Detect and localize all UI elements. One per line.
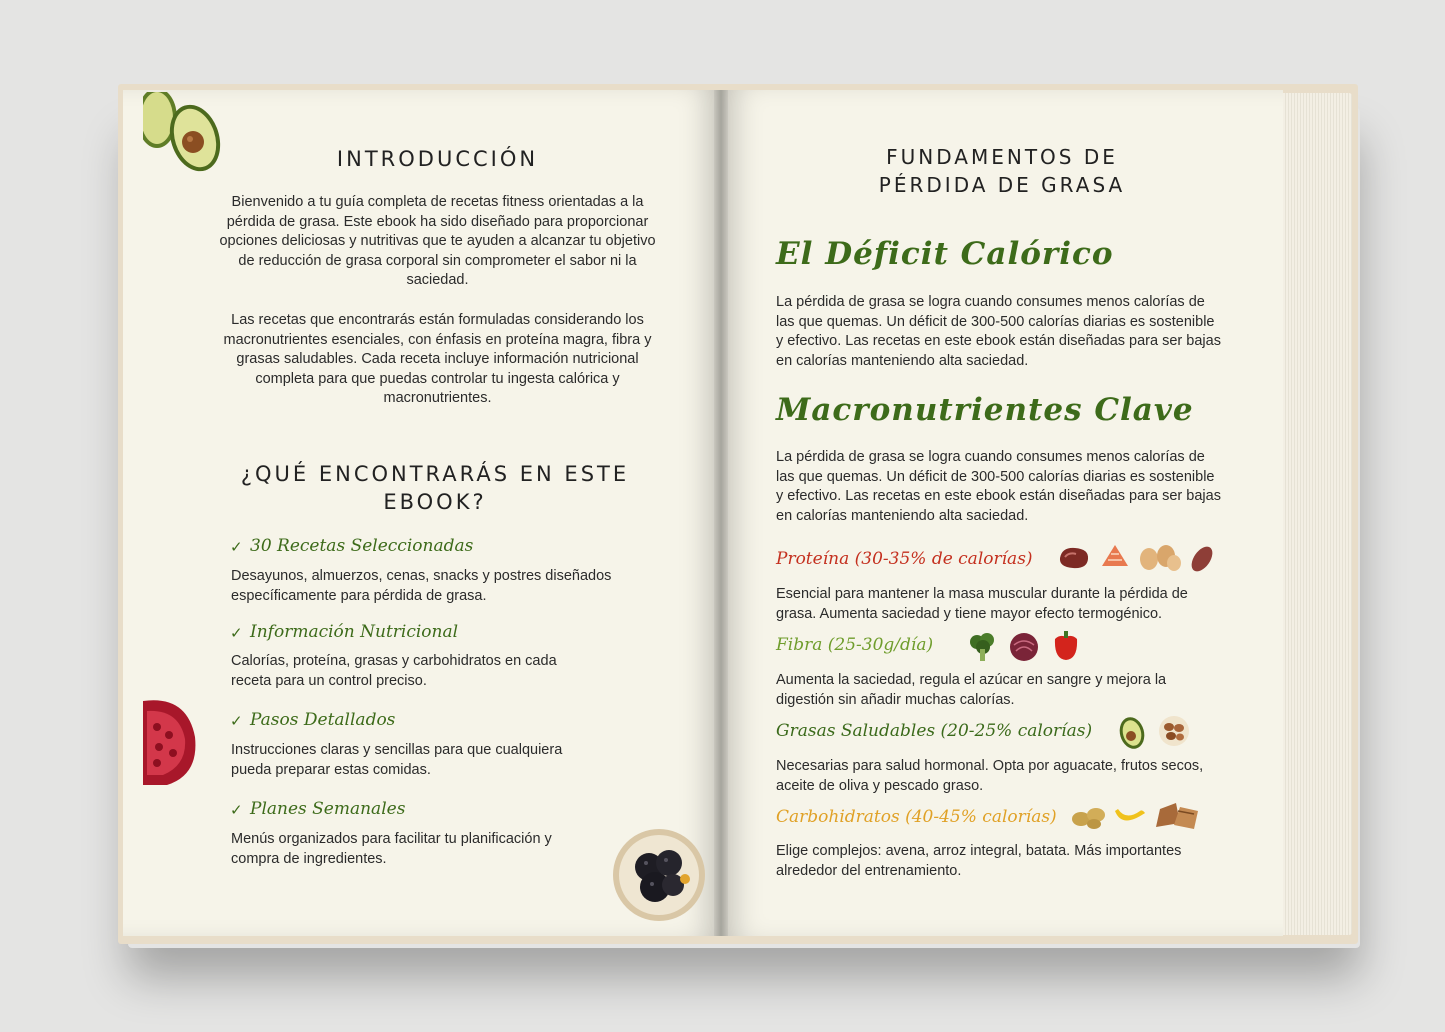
eggs-icon [1138,544,1182,572]
text-line: Desayunos, almuerzos, cenas, snacks y postres diseñados [231,568,612,584]
text-line: específicamente para pérdida de grasa. [231,587,487,604]
bell-pepper-icon [1050,629,1082,663]
feature-title: Planes Semanales [250,799,406,819]
protein-description [776,585,1246,624]
carbs-description [776,842,1246,881]
red-cabbage-icon [1008,631,1040,663]
text-line: Calorías, proteína, grasas y carbohidratos en cada [231,653,557,669]
deficit-title: El Déficit Calórico [776,236,1114,272]
intro-paragraph-2 [185,311,690,409]
salmon-icon [1098,542,1132,572]
text-line: compra de ingredientes. [231,850,387,867]
text-line: Aumenta la saciedad, regula el azúcar en sangre y mejora la [776,672,1167,688]
avocado-icon [143,92,243,177]
fiber-description [776,671,1246,710]
pomegranate-icon [143,697,199,787]
check-icon: ✓ [230,712,243,730]
nuts-icon [1157,714,1191,748]
fats-description [776,757,1246,796]
fiber-title: Fibra (25-30g/día) [776,635,934,655]
feature-description [231,652,671,691]
feature-description [231,741,671,780]
heading-line: EBOOK? [383,490,487,514]
text-line: en calorías manteniendo alta saciedad. [776,507,1029,524]
text-line: Menús organizados para facilitar tu planificación y [231,831,552,847]
text-line: macronutrientes esenciales, con énfasis en proteína magra, fibra y [223,331,652,348]
text-line: grasa. Aumenta saciedad y tiene mayor efecto termogénico. [776,605,1163,622]
text-line: alrededor del entrenamiento. [776,862,962,879]
text-line: Necesarias para salud hormonal. Opta por aguacate, frutos secos, [776,758,1204,774]
text-line: de reducción de grasa corporal sin comprometer el sabor ni la [238,252,637,269]
feature-title: Información Nutricional [250,622,459,642]
text-line: pueda preparar estas comidas. [231,761,431,778]
macro-paragraph [776,448,1246,526]
check-icon: ✓ [230,801,243,819]
feature-title: 30 Recetas Seleccionadas [250,536,474,556]
text-line: completa para que puedas controlar tu ingesta calórica y [255,370,620,387]
banana-icon [1112,803,1148,831]
book-gutter [714,90,728,936]
text-line: aceite de oliva y pescado graso. [776,777,984,794]
carbs-title: Carbohidratos (40-45% calorías) [776,807,1057,827]
right-page-title [862,143,1142,199]
text-line: Las recetas que encontrarás están formuladas considerando los [231,312,644,328]
avocado-half-icon [1116,714,1148,750]
text-line: La pérdida de grasa se logra cuando consumes menos calorías de [776,449,1205,465]
check-icon: ✓ [230,624,243,642]
intro-title: INTRODUCCIÓN [336,147,539,171]
text-line: pérdida de grasa. Este ebook ha sido diseñado para proporcionar [226,213,649,230]
blackberry-bowl-icon [611,827,707,923]
text-line: y efectivo. Las recetas en este ebook están diseñadas para ser bajas [776,333,1221,350]
steak-icon [1057,545,1091,571]
heading-line: PÉRDIDA DE GRASA [878,173,1126,197]
macro-title: Macronutrientes Clave [776,392,1194,428]
text-line: Esencial para mantener la masa muscular durante la pérdida de [776,586,1188,602]
deficit-paragraph [776,293,1246,371]
text-line: grasas saludables. Cada receta incluye información nutricional [236,351,639,368]
text-line: digestión sin añadir muchas calorías. [776,691,1015,708]
intro-paragraph-1 [185,193,690,291]
check-icon: ✓ [230,538,243,556]
what-title [205,460,665,516]
text-line: macronutrientes. [383,390,492,407]
text-line: Instrucciones claras y sencillas para que cualquiera [231,742,563,758]
heading-line: FUNDAMENTOS DE [886,145,1118,169]
text-line: Bienvenido a tu guía completa de recetas fitness orientadas a la [231,194,644,210]
broccoli-icon [967,631,999,663]
sausage-icon [1187,544,1217,574]
text-line: las que quemas. Un déficit de 300-500 calorías diarias es sostenible [776,468,1215,485]
bread-icon [1152,799,1202,833]
text-line: las que quemas. Un déficit de 300-500 calorías diarias es sostenible [776,313,1215,330]
feature-description [231,830,611,869]
text-line: en calorías manteniendo alta saciedad. [776,352,1029,369]
text-line: y efectivo. Las recetas en este ebook están diseñadas para ser bajas [776,488,1221,505]
fats-title: Grasas Saludables (20-25% calorías) [776,721,1093,741]
heading-line: ¿QUÉ ENCONTRARÁS EN ESTE [240,462,630,486]
text-line: opciones deliciosas y nutritivas que te ayuden a alcanzar tu objetivo [219,233,656,250]
protein-title: Proteína (30-35% de calorías) [776,549,1033,569]
potatoes-icon [1070,803,1108,831]
text-line: Elige complejos: avena, arroz integral, batata. Más importantes [776,843,1182,859]
text-line: saciedad. [406,272,469,289]
feature-title: Pasos Detallados [250,710,396,730]
feature-description [231,567,671,606]
text-line: receta para un control preciso. [231,672,427,689]
text-line: La pérdida de grasa se logra cuando consumes menos calorías de [776,294,1205,310]
